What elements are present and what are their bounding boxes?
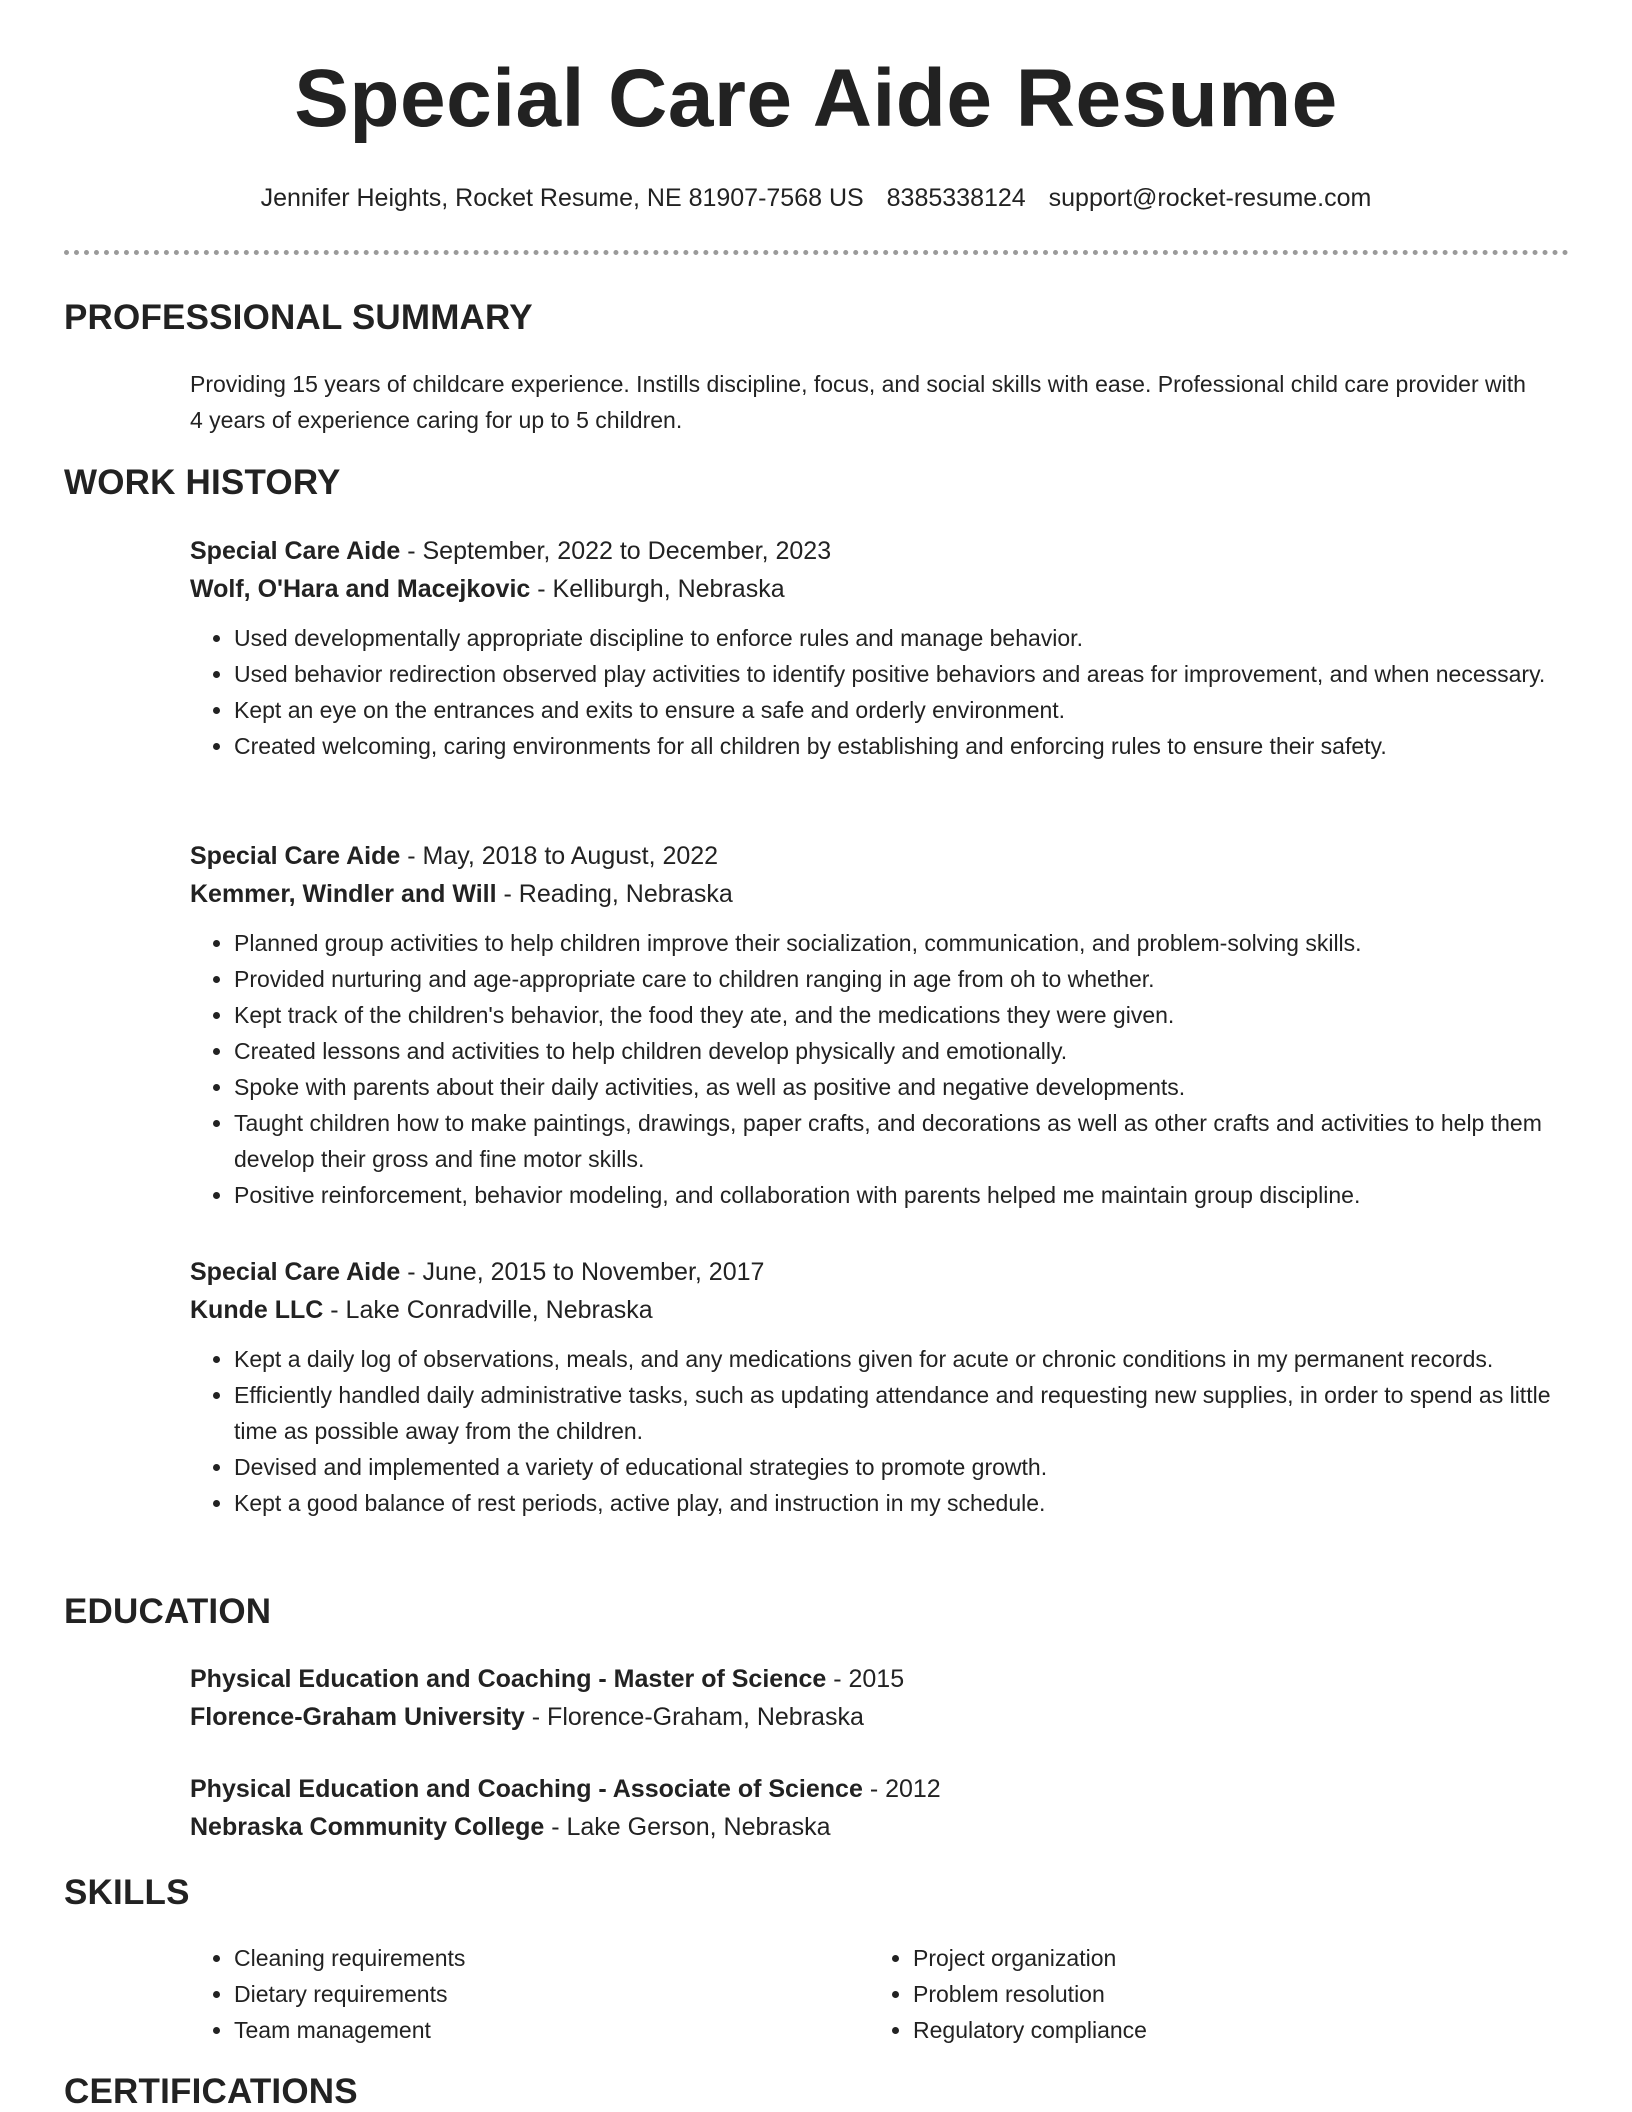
- job-bullet: • Devised and implemented a variety of educational strategies to promote growth.: [234, 1449, 1570, 1485]
- skill-item: • Problem resolution: [913, 1976, 1469, 2012]
- skill-item: • Cleaning requirements: [234, 1940, 790, 1976]
- job-company-line: [190, 570, 1570, 608]
- job-title: Special Care Aide: [190, 1258, 401, 1286]
- job-bullets: [190, 1341, 1570, 1521]
- job-bullet: • Kept a good balance of rest periods, active play, and instruction in my schedule.: [234, 1485, 1570, 1521]
- job-bullet: • Kept a daily log of observations, meals, and any medications given for acute or chronic conditions in my permanent records.: [234, 1341, 1570, 1377]
- skill-item: • Project organization: [913, 1940, 1469, 1976]
- skills-list: [869, 1940, 1469, 2048]
- job-company: Wolf, O'Hara and Macejkovic: [190, 575, 531, 603]
- certifications-heading: CERTIFICATIONS: [64, 2072, 358, 2111]
- job-location: - Reading, Nebraska: [496, 880, 733, 908]
- job-dates: - September, 2022 to December, 2023: [400, 537, 832, 565]
- skills-list: [190, 1940, 790, 2048]
- education-school: Nebraska Community College: [190, 1813, 545, 1841]
- job-title: Special Care Aide: [190, 842, 401, 870]
- education-degree: Physical Education and Coaching - Master of Science: [190, 1665, 827, 1693]
- contact-address: Jennifer Heights, Rocket Resume, NE 81907-7568 US: [260, 184, 864, 212]
- summary-heading: PROFESSIONAL SUMMARY: [64, 298, 533, 337]
- job-company-line: [190, 1291, 1570, 1329]
- job-bullet: • Positive reinforcement, behavior modeling, and collaboration with parents helped me maintain group discipline.: [234, 1177, 1570, 1213]
- job-location: - Kelliburgh, Nebraska: [530, 575, 785, 603]
- skills-column-right: [869, 1940, 1469, 2048]
- job-bullet: • Used developmentally appropriate discipline to enforce rules and manage behavior.: [234, 620, 1570, 656]
- job-bullet: • Provided nurturing and age-appropriate care to children ranging in age from oh to whether.: [234, 961, 1570, 997]
- contact-line: [0, 184, 1632, 213]
- job-dates: - May, 2018 to August, 2022: [400, 842, 719, 870]
- education-school-line: [190, 1698, 1570, 1736]
- education-year: - 2015: [826, 1665, 905, 1693]
- job-title-line: [190, 837, 1570, 875]
- education-year: - 2012: [862, 1775, 941, 1803]
- job-bullet: • Created welcoming, caring environments for all children by establishing and enforcing rules to ensure their safety.: [234, 728, 1570, 764]
- skill-item: • Dietary requirements: [234, 1976, 790, 2012]
- job-bullet: • Kept an eye on the entrances and exits to ensure a safe and orderly environment.: [234, 692, 1570, 728]
- job-bullets: [190, 620, 1570, 764]
- work-history-heading: WORK HISTORY: [64, 463, 341, 502]
- job-bullet: • Kept track of the children's behavior, the food they ate, and the medications they were given.: [234, 997, 1570, 1033]
- education-degree-line: [190, 1660, 1570, 1698]
- job-company: Kunde LLC: [190, 1296, 324, 1324]
- header-divider: [64, 250, 1569, 255]
- job-location: - Lake Conradville, Nebraska: [323, 1296, 653, 1324]
- summary-text: Providing 15 years of childcare experience. Instills discipline, focus, and social skills with ease. Professional child care provider with 4 years of experience caring for up to 5 children.: [190, 371, 1526, 433]
- education-entry: [190, 1770, 1570, 1846]
- skills-column-left: [190, 1940, 790, 2048]
- skills-heading: SKILLS: [64, 1873, 190, 1912]
- job-entry: [190, 532, 1570, 764]
- job-dates: - June, 2015 to November, 2017: [400, 1258, 765, 1286]
- contact-phone: 8385338124: [886, 184, 1026, 212]
- education-degree-line: [190, 1770, 1570, 1808]
- contact-email: support@rocket-resume.com: [1048, 184, 1372, 212]
- job-bullets: [190, 925, 1570, 1213]
- job-title-line: [190, 1253, 1570, 1291]
- job-bullet: • Taught children how to make paintings, drawings, paper crafts, and decorations as well as other crafts and activities to help them develop their gross and fine motor skills.: [234, 1105, 1570, 1177]
- education-location: - Florence-Graham, Nebraska: [524, 1703, 864, 1731]
- education-school-line: [190, 1808, 1570, 1846]
- education-degree: Physical Education and Coaching - Associate of Science: [190, 1775, 863, 1803]
- education-entry: [190, 1660, 1570, 1736]
- job-title-line: [190, 532, 1570, 570]
- job-bullet: • Used behavior redirection observed play activities to identify positive behaviors and areas for improvement, and when necessary.: [234, 656, 1570, 692]
- job-company: Kemmer, Windler and Will: [190, 880, 497, 908]
- job-bullet: • Spoke with parents about their daily activities, as well as positive and negative developments.: [234, 1069, 1570, 1105]
- job-bullet: • Created lessons and activities to help children develop physically and emotionally.: [234, 1033, 1570, 1069]
- skill-item: • Team management: [234, 2012, 790, 2048]
- resume-title: Special Care Aide Resume: [294, 53, 1338, 144]
- job-title: Special Care Aide: [190, 537, 401, 565]
- education-school: Florence-Graham University: [190, 1703, 525, 1731]
- education-location: - Lake Gerson, Nebraska: [544, 1813, 831, 1841]
- job-bullet: • Planned group activities to help children improve their socialization, communication, and problem-solving skills.: [234, 925, 1570, 961]
- education-heading: EDUCATION: [64, 1592, 272, 1631]
- job-bullet: • Efficiently handled daily administrative tasks, such as updating attendance and requesting new supplies, in order to spend as little time as possible away from the children.: [234, 1377, 1570, 1449]
- job-entry: [190, 837, 1570, 1213]
- job-company-line: [190, 875, 1570, 913]
- skill-item: • Regulatory compliance: [913, 2012, 1469, 2048]
- job-entry: [190, 1253, 1570, 1521]
